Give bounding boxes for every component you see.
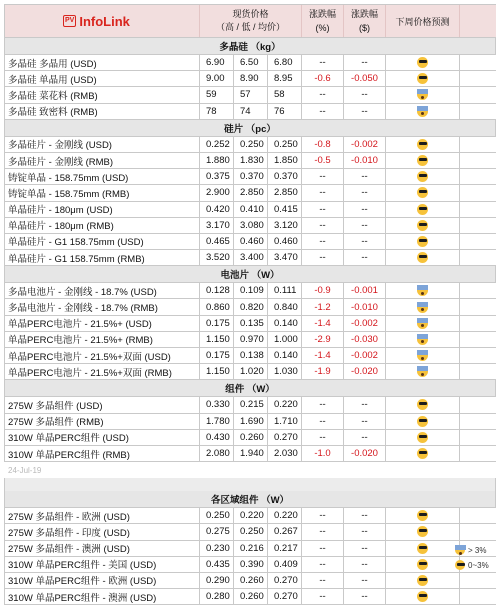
cool-face-icon bbox=[417, 73, 428, 84]
table-row bbox=[4, 348, 496, 364]
price-avg: 2.850 bbox=[268, 185, 302, 200]
legend-text: 0~3% bbox=[468, 560, 489, 570]
section-header bbox=[4, 120, 496, 137]
forecast-cell bbox=[386, 541, 460, 556]
fearful-face-icon bbox=[417, 334, 428, 345]
change-pct: -- bbox=[302, 202, 344, 217]
change-abs: -- bbox=[344, 104, 386, 119]
forecast-cell bbox=[386, 283, 460, 298]
cool-face-icon bbox=[417, 510, 428, 521]
forecast-cell bbox=[386, 153, 460, 168]
change-abs: -- bbox=[344, 524, 386, 539]
table-row bbox=[4, 573, 496, 589]
price-avg: 0.267 bbox=[268, 524, 302, 539]
price-avg: 3.120 bbox=[268, 218, 302, 233]
price-low: 1.020 bbox=[234, 364, 268, 379]
price-low: 0.460 bbox=[234, 234, 268, 249]
change-abs: -- bbox=[344, 414, 386, 429]
price-high: 0.420 bbox=[200, 202, 234, 217]
price-avg: 0.217 bbox=[268, 541, 302, 556]
change-pct: -- bbox=[302, 104, 344, 119]
change-abs: -0.002 bbox=[344, 316, 386, 331]
cool-face-icon bbox=[417, 448, 428, 459]
cool-face-icon bbox=[417, 171, 428, 182]
price-avg: 76 bbox=[268, 104, 302, 119]
price-high: 2.900 bbox=[200, 185, 234, 200]
price-low: 1.940 bbox=[234, 446, 268, 461]
price-high: 0.860 bbox=[200, 299, 234, 314]
price-avg: 0.409 bbox=[268, 557, 302, 572]
forecast-cell bbox=[386, 104, 460, 119]
price-avg: 2.030 bbox=[268, 446, 302, 461]
product-name: 多晶硅 多晶用 (USD) bbox=[4, 55, 200, 70]
change-pct: -2.9 bbox=[302, 332, 344, 347]
product-name: 单晶硅片 - G1 158.75mm (USD) bbox=[4, 234, 200, 249]
price-avg: 0.370 bbox=[268, 169, 302, 184]
price-avg: 0.270 bbox=[268, 430, 302, 445]
change-abs: -- bbox=[344, 397, 386, 412]
change-abs: -- bbox=[344, 557, 386, 572]
price-avg: 8.95 bbox=[268, 71, 302, 86]
price-title: 现货价格 bbox=[232, 9, 269, 19]
forecast-title: 下周价格预测 bbox=[395, 16, 450, 27]
forecast-cell bbox=[386, 250, 460, 265]
forecast-cell bbox=[386, 299, 460, 314]
change-abs: -0.002 bbox=[344, 348, 386, 363]
forecast-cell bbox=[386, 185, 460, 200]
forecast-cell bbox=[386, 348, 460, 363]
product-name: 275W 多晶组件 - 澳洲 (USD) bbox=[4, 541, 200, 556]
table-row bbox=[4, 541, 496, 557]
cool-face-icon bbox=[417, 416, 428, 427]
change-pct: -- bbox=[302, 557, 344, 572]
cool-face-icon bbox=[417, 575, 428, 586]
product-name: 单晶硅片 - 180μm (RMB) bbox=[4, 218, 200, 233]
price-low: 2.850 bbox=[234, 185, 268, 200]
product-name: 多晶硅 单晶用 (USD) bbox=[4, 71, 200, 86]
price-high: 78 bbox=[200, 104, 234, 119]
change-abs: -0.010 bbox=[344, 153, 386, 168]
product-name: 单晶PERC电池片 - 21.5%+ (RMB) bbox=[4, 332, 200, 347]
product-name: 275W 多晶组件 - 印度 (USD) bbox=[4, 524, 200, 539]
product-name: 单晶PERC电池片 - 21.5%+双面 (RMB) bbox=[4, 364, 200, 379]
change-pct: -1.4 bbox=[302, 316, 344, 331]
price-avg: 0.140 bbox=[268, 316, 302, 331]
price-low: 6.50 bbox=[234, 55, 268, 70]
price-avg: 0.415 bbox=[268, 202, 302, 217]
change-abs: -0.050 bbox=[344, 71, 386, 86]
change-pct: -- bbox=[302, 218, 344, 233]
section-title: 各区域组件 （W） bbox=[4, 491, 496, 507]
price-avg: 0.111 bbox=[268, 283, 302, 298]
change-abs: -0.030 bbox=[344, 332, 386, 347]
price-avg: 58 bbox=[268, 87, 302, 102]
price-avg: 1.850 bbox=[268, 153, 302, 168]
change-abs: -- bbox=[344, 218, 386, 233]
product-name: 275W 多晶组件 (RMB) bbox=[4, 414, 200, 429]
product-name: 多晶电池片 - 金刚线 - 18.7% (USD) bbox=[4, 283, 200, 298]
table-row bbox=[4, 137, 496, 153]
product-name: 单晶PERC电池片 - 21.5%+双面 (USD) bbox=[4, 348, 200, 363]
price-avg: 1.710 bbox=[268, 414, 302, 429]
price-avg: 1.000 bbox=[268, 332, 302, 347]
change-abs: -- bbox=[344, 430, 386, 445]
change-abs: -- bbox=[344, 87, 386, 102]
price-high: 1.150 bbox=[200, 364, 234, 379]
price-avg: 3.470 bbox=[268, 250, 302, 265]
table-row bbox=[4, 87, 496, 103]
cool-face-icon bbox=[417, 526, 428, 537]
cool-face-icon bbox=[417, 252, 428, 263]
abs-header bbox=[344, 5, 386, 37]
section-title: 电池片 （W） bbox=[4, 266, 496, 282]
price-subtitle: （高 / 低 / 均价） bbox=[215, 22, 285, 32]
table-row bbox=[4, 55, 496, 71]
table-row bbox=[4, 430, 496, 446]
price-low: 0.390 bbox=[234, 557, 268, 572]
price-high: 0.128 bbox=[200, 283, 234, 298]
change-pct: -- bbox=[302, 414, 344, 429]
section-header bbox=[4, 491, 496, 508]
price-high: 59 bbox=[200, 87, 234, 102]
table-row bbox=[4, 524, 496, 540]
price-avg: 0.140 bbox=[268, 348, 302, 363]
change-pct: -- bbox=[302, 234, 344, 249]
table-header bbox=[4, 4, 496, 38]
price-low: 0.135 bbox=[234, 316, 268, 331]
price-high: 9.00 bbox=[200, 71, 234, 86]
price-avg: 0.840 bbox=[268, 299, 302, 314]
change-pct: -- bbox=[302, 589, 344, 604]
forecast-header bbox=[386, 5, 460, 37]
forecast-cell bbox=[386, 508, 460, 523]
section-header bbox=[4, 38, 496, 55]
forecast-cell bbox=[386, 430, 460, 445]
price-low: 0.410 bbox=[234, 202, 268, 217]
table-row bbox=[4, 234, 496, 250]
price-high: 3.520 bbox=[200, 250, 234, 265]
change-abs: -0.002 bbox=[344, 137, 386, 152]
cool-face-icon bbox=[417, 204, 428, 215]
price-avg: 6.80 bbox=[268, 55, 302, 70]
price-high: 0.175 bbox=[200, 348, 234, 363]
fearful-face-icon bbox=[417, 318, 428, 329]
forecast-cell bbox=[386, 332, 460, 347]
table-row bbox=[4, 104, 496, 120]
product-name: 275W 多晶组件 - 欧洲 (USD) bbox=[4, 508, 200, 523]
forecast-cell bbox=[386, 71, 460, 86]
price-low: 0.220 bbox=[234, 508, 268, 523]
price-low: 0.138 bbox=[234, 348, 268, 363]
price-high: 0.375 bbox=[200, 169, 234, 184]
product-name: 多晶硅 致密料 (RMB) bbox=[4, 104, 200, 119]
abs-title: 涨跌幅 bbox=[350, 9, 378, 19]
price-low: 1.690 bbox=[234, 414, 268, 429]
change-abs: -- bbox=[344, 185, 386, 200]
change-pct: -0.6 bbox=[302, 71, 344, 86]
change-pct: -- bbox=[302, 430, 344, 445]
cool-face-icon bbox=[417, 432, 428, 443]
product-name: 单晶PERC电池片 - 21.5%+ (USD) bbox=[4, 316, 200, 331]
section-header bbox=[4, 266, 496, 283]
price-low: 0.260 bbox=[234, 589, 268, 604]
table-row bbox=[4, 557, 496, 573]
product-name: 275W 多晶组件 (USD) bbox=[4, 397, 200, 412]
forecast-cell bbox=[386, 397, 460, 412]
price-avg: 0.270 bbox=[268, 573, 302, 588]
price-table bbox=[4, 4, 496, 605]
fearful-face-icon bbox=[417, 106, 428, 117]
product-name: 310W 单晶PERC组件 (USD) bbox=[4, 430, 200, 445]
product-name: 铸锭单晶 - 158.75mm (RMB) bbox=[4, 185, 200, 200]
logo-cell bbox=[4, 5, 200, 37]
change-abs: -- bbox=[344, 541, 386, 556]
fearful-face-icon bbox=[417, 285, 428, 296]
legend-text: > 3% bbox=[468, 545, 487, 555]
price-high: 0.290 bbox=[200, 573, 234, 588]
price-low: 0.109 bbox=[234, 283, 268, 298]
product-name: 310W 单晶PERC组件 (RMB) bbox=[4, 446, 200, 461]
section-title: 硅片 （pc） bbox=[4, 120, 496, 136]
fearful-face-icon bbox=[417, 89, 428, 100]
forecast-cell bbox=[386, 316, 460, 331]
price-low: 0.215 bbox=[234, 397, 268, 412]
table-row bbox=[4, 299, 496, 315]
section-header bbox=[4, 380, 496, 397]
product-name: 铸锭单晶 - 158.75mm (USD) bbox=[4, 169, 200, 184]
change-abs: -- bbox=[344, 202, 386, 217]
product-name: 多晶硅 菜花料 (RMB) bbox=[4, 87, 200, 102]
table-body-regional bbox=[4, 491, 496, 605]
price-low: 3.080 bbox=[234, 218, 268, 233]
forecast-cell bbox=[386, 55, 460, 70]
forecast-cell bbox=[386, 557, 460, 572]
price-low: 0.970 bbox=[234, 332, 268, 347]
change-abs: -- bbox=[344, 508, 386, 523]
change-abs: -- bbox=[344, 250, 386, 265]
change-abs: -- bbox=[344, 234, 386, 249]
price-low: 57 bbox=[234, 87, 268, 102]
change-abs: -- bbox=[344, 169, 386, 184]
price-high: 0.275 bbox=[200, 524, 234, 539]
date-label: 24-Jul-19 bbox=[8, 465, 42, 475]
change-abs: -0.020 bbox=[344, 364, 386, 379]
change-pct: -1.2 bbox=[302, 299, 344, 314]
change-pct: -0.5 bbox=[302, 153, 344, 168]
section-title: 多晶硅 （kg） bbox=[4, 38, 496, 54]
forecast-cell bbox=[386, 364, 460, 379]
change-abs: -0.020 bbox=[344, 446, 386, 461]
change-pct: -0.9 bbox=[302, 283, 344, 298]
pv-badge-icon: PV bbox=[63, 15, 76, 27]
cool-face-icon bbox=[417, 57, 428, 68]
cool-face-icon bbox=[417, 236, 428, 247]
logo-text: InfoLink bbox=[79, 13, 130, 29]
price-avg: 0.250 bbox=[268, 137, 302, 152]
change-pct: -- bbox=[302, 573, 344, 588]
price-low: 8.90 bbox=[234, 71, 268, 86]
cool-face-icon bbox=[417, 155, 428, 166]
change-pct: -- bbox=[302, 397, 344, 412]
fearful-face-icon bbox=[417, 366, 428, 377]
pct-title: 涨跌幅 bbox=[308, 9, 336, 19]
change-abs: -0.010 bbox=[344, 299, 386, 314]
change-pct: -- bbox=[302, 541, 344, 556]
change-pct: -- bbox=[302, 508, 344, 523]
price-high: 0.250 bbox=[200, 508, 234, 523]
price-high: 1.880 bbox=[200, 153, 234, 168]
price-low: 0.820 bbox=[234, 299, 268, 314]
table-row bbox=[4, 71, 496, 87]
price-low: 74 bbox=[234, 104, 268, 119]
change-abs: -- bbox=[344, 573, 386, 588]
section-title: 组件 （W） bbox=[4, 380, 496, 396]
forecast-cell bbox=[386, 589, 460, 604]
product-name: 310W 单晶PERC组件 - 澳洲 (USD) bbox=[4, 589, 200, 604]
forecast-cell bbox=[386, 137, 460, 152]
price-high: 0.330 bbox=[200, 397, 234, 412]
price-avg: 1.030 bbox=[268, 364, 302, 379]
table-row bbox=[4, 446, 496, 462]
price-high: 2.080 bbox=[200, 446, 234, 461]
table-row bbox=[4, 185, 496, 201]
forecast-cell bbox=[386, 524, 460, 539]
cool-face-icon bbox=[417, 187, 428, 198]
table-row bbox=[4, 250, 496, 266]
price-high: 0.430 bbox=[200, 430, 234, 445]
fearful-face-icon bbox=[455, 545, 465, 555]
forecast-cell bbox=[386, 169, 460, 184]
price-low: 0.250 bbox=[234, 524, 268, 539]
product-name: 多晶电池片 - 金刚线 - 18.7% (RMB) bbox=[4, 299, 200, 314]
price-avg: 0.220 bbox=[268, 508, 302, 523]
change-abs: -0.001 bbox=[344, 283, 386, 298]
forecast-cell bbox=[386, 234, 460, 249]
section-spacer bbox=[4, 478, 496, 491]
price-high: 6.90 bbox=[200, 55, 234, 70]
price-low: 3.400 bbox=[234, 250, 268, 265]
price-low: 1.830 bbox=[234, 153, 268, 168]
abs-unit: ($) bbox=[359, 23, 370, 33]
price-high: 0.465 bbox=[200, 234, 234, 249]
forecast-cell bbox=[386, 218, 460, 233]
infolink-logo bbox=[63, 14, 130, 29]
price-low: 0.370 bbox=[234, 169, 268, 184]
product-name: 310W 单晶PERC组件 - 欧洲 (USD) bbox=[4, 573, 200, 588]
change-pct: -- bbox=[302, 250, 344, 265]
table-row bbox=[4, 153, 496, 169]
price-high: 0.435 bbox=[200, 557, 234, 572]
change-pct: -- bbox=[302, 87, 344, 102]
change-pct: -- bbox=[302, 55, 344, 70]
forecast-cell bbox=[386, 446, 460, 461]
legend-item bbox=[455, 560, 489, 570]
pct-header bbox=[302, 5, 344, 37]
forecast-cell bbox=[386, 573, 460, 588]
forecast-cell bbox=[386, 87, 460, 102]
table-row bbox=[4, 218, 496, 234]
change-pct: -1.0 bbox=[302, 446, 344, 461]
table-row bbox=[4, 169, 496, 185]
change-pct: -1.4 bbox=[302, 348, 344, 363]
price-high: 0.230 bbox=[200, 541, 234, 556]
change-pct: -- bbox=[302, 169, 344, 184]
product-name: 310W 单晶PERC组件 - 美国 (USD) bbox=[4, 557, 200, 572]
table-row bbox=[4, 508, 496, 524]
price-low: 0.260 bbox=[234, 573, 268, 588]
cool-face-icon bbox=[417, 543, 428, 554]
price-avg: 0.220 bbox=[268, 397, 302, 412]
product-name: 单晶硅片 - G1 158.75mm (RMB) bbox=[4, 250, 200, 265]
cool-face-icon bbox=[417, 399, 428, 410]
price-avg: 0.270 bbox=[268, 589, 302, 604]
price-avg: 0.460 bbox=[268, 234, 302, 249]
table-body-main bbox=[4, 38, 496, 462]
price-header bbox=[200, 5, 302, 37]
change-abs: -- bbox=[344, 55, 386, 70]
product-name: 单晶硅片 - 180μm (USD) bbox=[4, 202, 200, 217]
change-pct: -- bbox=[302, 185, 344, 200]
price-low: 0.250 bbox=[234, 137, 268, 152]
forecast-cell bbox=[386, 414, 460, 429]
cool-face-icon bbox=[417, 139, 428, 150]
price-low: 0.260 bbox=[234, 430, 268, 445]
forecast-cell bbox=[386, 202, 460, 217]
price-high: 0.280 bbox=[200, 589, 234, 604]
price-high: 0.175 bbox=[200, 316, 234, 331]
product-name: 多晶硅片 - 金刚线 (RMB) bbox=[4, 153, 200, 168]
legend-item bbox=[455, 545, 486, 555]
table-row bbox=[4, 202, 496, 218]
price-low: 0.216 bbox=[234, 541, 268, 556]
change-abs: -- bbox=[344, 589, 386, 604]
change-pct: -- bbox=[302, 524, 344, 539]
pct-unit: (%) bbox=[315, 23, 330, 33]
fearful-face-icon bbox=[417, 350, 428, 361]
table-row bbox=[4, 332, 496, 348]
table-row bbox=[4, 397, 496, 413]
cool-face-icon bbox=[417, 220, 428, 231]
change-pct: -0.8 bbox=[302, 137, 344, 152]
cool-face-icon bbox=[417, 591, 428, 602]
price-high: 0.252 bbox=[200, 137, 234, 152]
table-row bbox=[4, 316, 496, 332]
product-name: 多晶硅片 - 金刚线 (USD) bbox=[4, 137, 200, 152]
change-pct: -1.9 bbox=[302, 364, 344, 379]
table-row bbox=[4, 589, 496, 605]
cool-face-icon bbox=[455, 560, 465, 570]
price-high: 3.170 bbox=[200, 218, 234, 233]
table-row bbox=[4, 364, 496, 380]
table-row bbox=[4, 414, 496, 430]
fearful-face-icon bbox=[417, 302, 428, 313]
price-high: 1.150 bbox=[200, 332, 234, 347]
table-row bbox=[4, 283, 496, 299]
cool-face-icon bbox=[417, 559, 428, 570]
price-high: 1.780 bbox=[200, 414, 234, 429]
